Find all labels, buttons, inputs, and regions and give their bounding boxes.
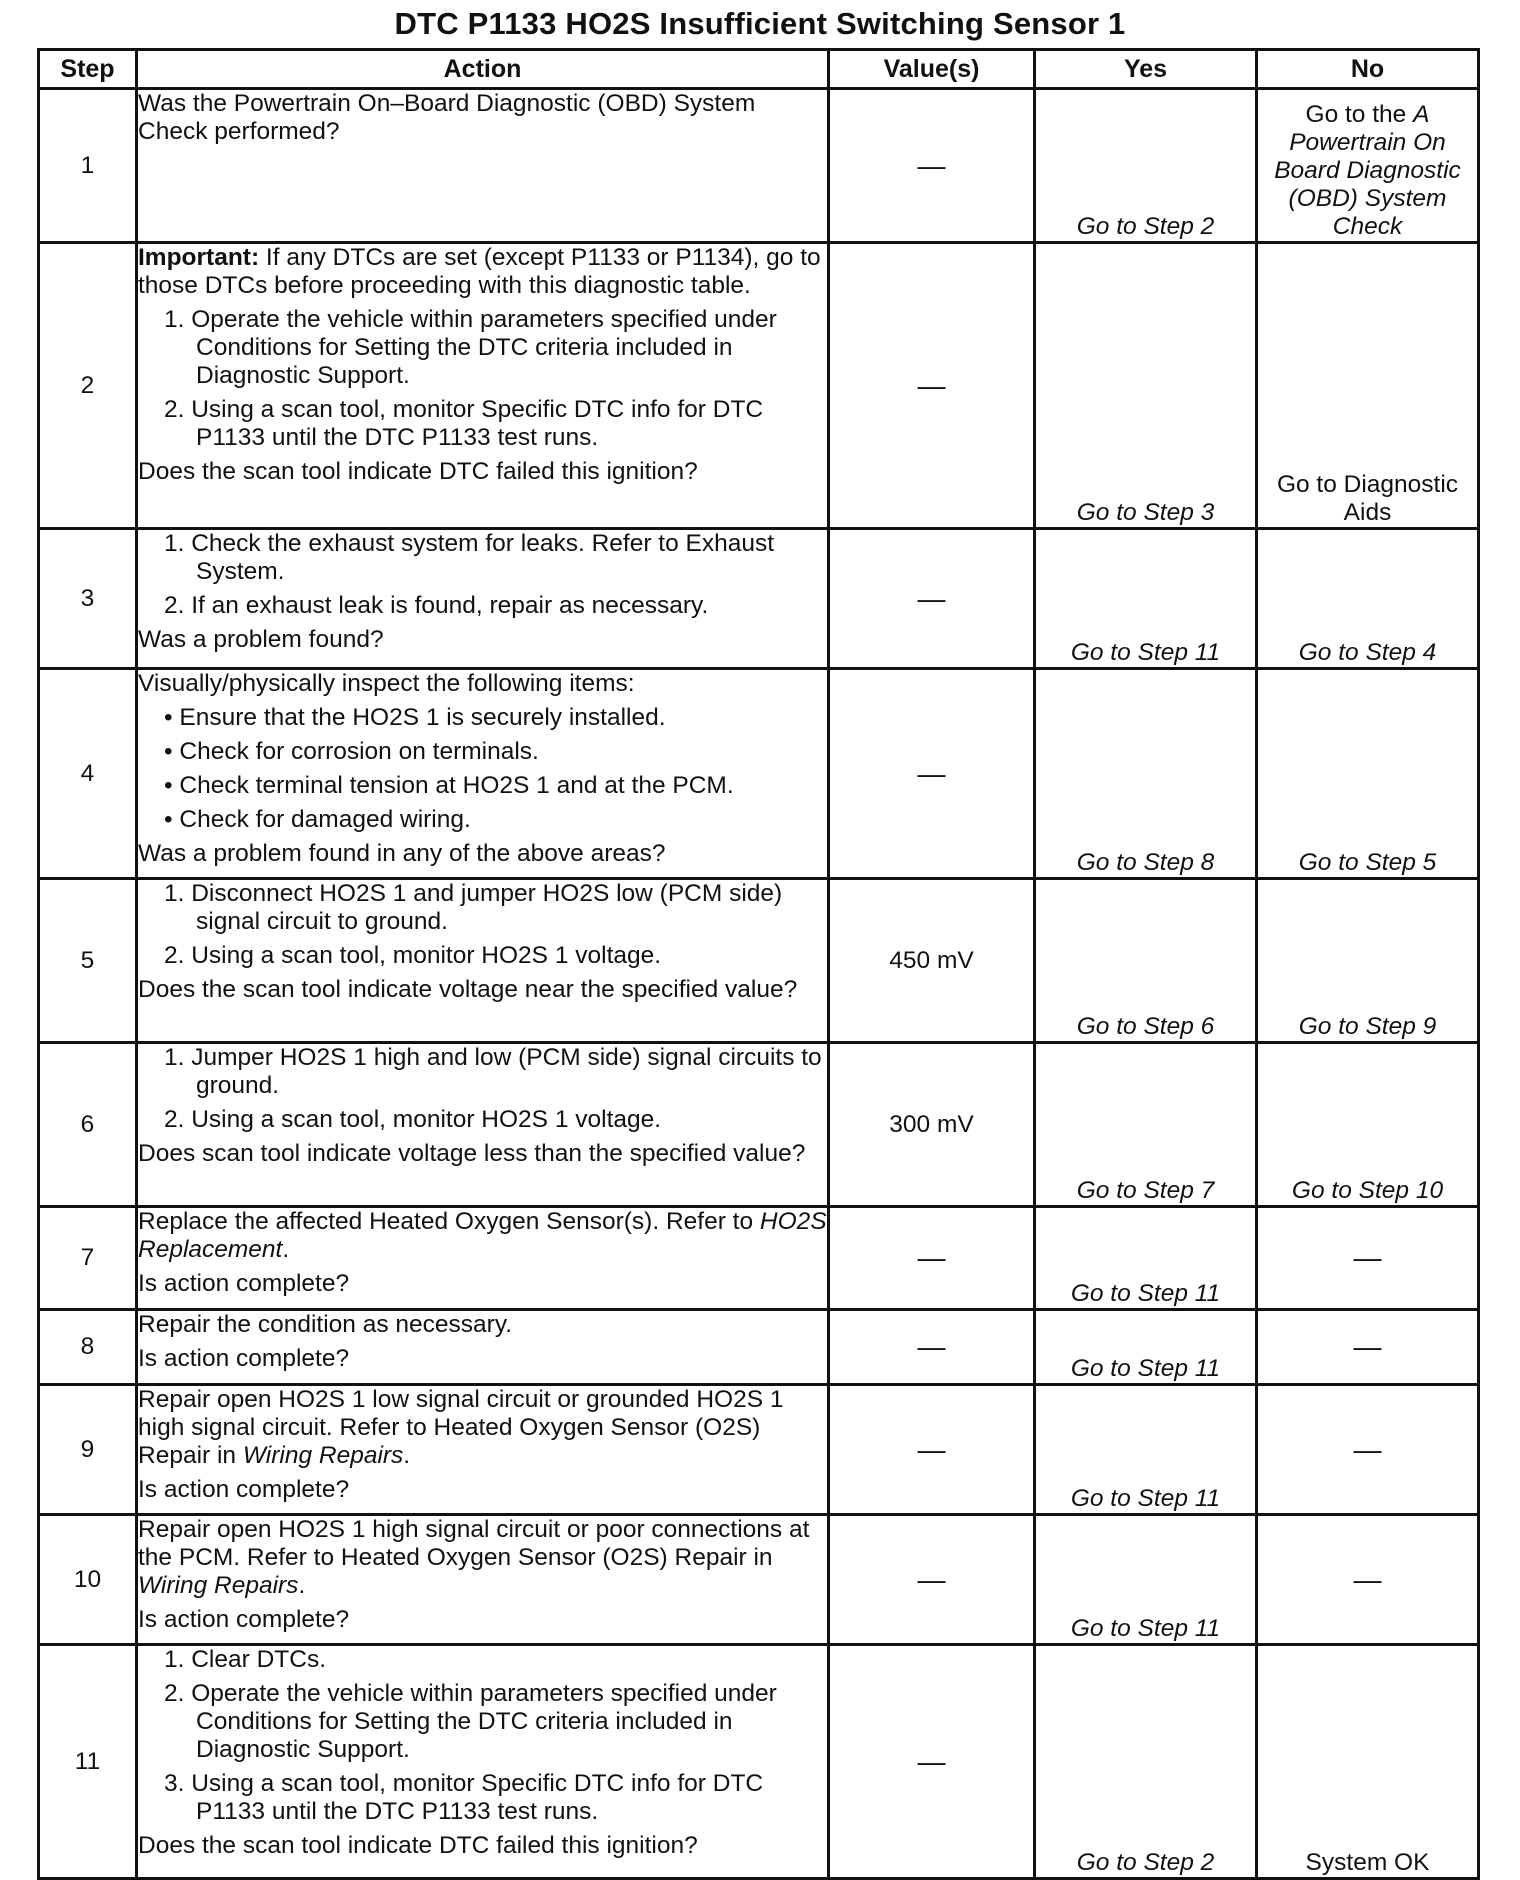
action-reference: HO2S Replacement	[138, 1208, 827, 1263]
no-cell: Go to Step 10	[1257, 1043, 1479, 1207]
header-yes: Yes	[1035, 50, 1257, 89]
step-number: 8	[39, 1310, 137, 1385]
action-text-part: .	[282, 1236, 290, 1263]
action-bullet: • Check for damaged wiring.	[164, 806, 471, 833]
no-cell: —	[1257, 1515, 1479, 1645]
action-question: Was a problem found?	[138, 626, 384, 653]
value-cell: —	[829, 1645, 1035, 1879]
step-number: 9	[39, 1385, 137, 1515]
action-question: Does the scan tool indicate DTC failed this ignition?	[138, 1832, 698, 1859]
value-cell: —	[829, 529, 1035, 669]
value-cell: —	[829, 1385, 1035, 1515]
value-cell: 450 mV	[829, 879, 1035, 1043]
no-cell: Go to Step 4	[1257, 529, 1479, 669]
no-cell: —	[1257, 1385, 1479, 1515]
header-step: Step	[39, 50, 137, 89]
action-text-part: Repair open HO2S 1 low signal circuit or grounded HO2S 1 high signal circuit. Refer to Heated Oxygen Sensor (O2S) Repair in	[138, 1386, 784, 1469]
action-item: 2. Using a scan tool, monitor Specific DTC info for DTC P1133 until the DTC P1133 test runs.	[164, 396, 764, 451]
table-row	[39, 879, 1479, 1043]
action-cell	[137, 1310, 829, 1385]
table-row	[39, 669, 1479, 879]
action-item: 2. If an exhaust leak is found, repair as necessary.	[164, 592, 709, 619]
no-cell: —	[1257, 1310, 1479, 1385]
value-cell: —	[829, 669, 1035, 879]
action-question: Is action complete?	[138, 1270, 350, 1297]
action-item: 1. Disconnect HO2S 1 and jumper HO2S low (PCM side) signal circuit to ground.	[164, 880, 783, 935]
value-cell: —	[829, 1515, 1035, 1645]
header-values: Value(s)	[829, 50, 1035, 89]
action-text-part: .	[403, 1442, 411, 1469]
action-cell	[137, 529, 829, 669]
action-text-part: Replace the affected Heated Oxygen Sensor(s). Refer to	[138, 1208, 760, 1235]
value-cell: 300 mV	[829, 1043, 1035, 1207]
action-cell	[137, 1645, 829, 1879]
action-cell	[137, 879, 829, 1043]
table-row	[39, 1385, 1479, 1515]
header-no: No	[1257, 50, 1479, 89]
no-italic-text: A Powertrain On Board Diagnostic (OBD) System Check	[1274, 101, 1461, 240]
yes-cell: Go to Step 11	[1035, 529, 1257, 669]
step-number: 3	[39, 529, 137, 669]
table-row	[39, 1310, 1479, 1385]
important-text: If any DTCs are set (except P1133 or P1134), go to those DTCs before proceeding with this diagnostic table.	[138, 244, 821, 299]
header-row	[39, 50, 1479, 89]
action-text: Was the Powertrain On–Board Diagnostic (OBD) System Check performed?	[138, 90, 756, 145]
value-cell: —	[829, 1310, 1035, 1385]
no-cell: Go to Step 9	[1257, 879, 1479, 1043]
table-row	[39, 1207, 1479, 1310]
no-cell: Go to Step 5	[1257, 669, 1479, 879]
step-number: 6	[39, 1043, 137, 1207]
action-item: 1. Clear DTCs.	[164, 1646, 327, 1673]
action-bullet: • Check terminal tension at HO2S 1 and at the PCM.	[164, 772, 734, 799]
step-number: 5	[39, 879, 137, 1043]
table-row	[39, 529, 1479, 669]
action-text-part: Repair open HO2S 1 high signal circuit or poor connections at the PCM. Refer to Heated Oxygen Sensor (O2S) Repair in	[138, 1516, 810, 1571]
yes-cell: Go to Step 3	[1035, 243, 1257, 529]
no-cell: Go to Diagnostic Aids	[1257, 243, 1479, 529]
no-cell: —	[1257, 1207, 1479, 1310]
action-question: Is action complete?	[138, 1606, 350, 1633]
action-bullet: • Ensure that the HO2S 1 is securely installed.	[164, 704, 666, 731]
step-number: 11	[39, 1645, 137, 1879]
important-note	[138, 244, 827, 300]
value-cell: —	[829, 243, 1035, 529]
value-cell: —	[829, 89, 1035, 243]
action-bullet: • Check for corrosion on terminals.	[164, 738, 539, 765]
action-item: 1. Operate the vehicle within parameters specified under Conditions for Setting the DTC criteria included in Diagnostic Support.	[164, 306, 777, 389]
action-cell	[137, 669, 829, 879]
table-row	[39, 1515, 1479, 1645]
action-cell	[137, 1043, 829, 1207]
step-number: 10	[39, 1515, 137, 1645]
yes-cell: Go to Step 11	[1035, 1207, 1257, 1310]
action-question: Does the scan tool indicate DTC failed this ignition?	[138, 458, 698, 485]
table-row	[39, 1645, 1479, 1879]
diagnostic-table	[37, 48, 1480, 1880]
no-cell	[1257, 89, 1479, 243]
action-cell	[137, 1385, 829, 1515]
yes-cell: Go to Step 6	[1035, 879, 1257, 1043]
action-question: Does the scan tool indicate voltage near the specified value?	[138, 976, 798, 1003]
header-action: Action	[137, 50, 829, 89]
action-item: 2. Using a scan tool, monitor HO2S 1 voltage.	[164, 1106, 662, 1133]
action-question: Is action complete?	[138, 1476, 350, 1503]
page-title: DTC P1133 HO2S Insufficient Switching Sensor 1	[394, 6, 1126, 41]
yes-cell: Go to Step 2	[1035, 89, 1257, 243]
yes-cell: Go to Step 7	[1035, 1043, 1257, 1207]
action-question: Does scan tool indicate voltage less than the specified value?	[138, 1140, 806, 1167]
action-question: Was a problem found in any of the above areas?	[138, 840, 666, 867]
action-text	[138, 1208, 827, 1264]
yes-cell: Go to Step 11	[1035, 1385, 1257, 1515]
table-row	[39, 243, 1479, 529]
no-cell: System OK	[1257, 1645, 1479, 1879]
yes-cell: Go to Step 8	[1035, 669, 1257, 879]
table-row	[39, 89, 1479, 243]
action-reference: Wiring Repairs	[138, 1572, 299, 1599]
action-question: Is action complete?	[138, 1345, 350, 1372]
action-item: 2. Using a scan tool, monitor HO2S 1 voltage.	[164, 942, 662, 969]
action-item: 1. Jumper HO2S 1 high and low (PCM side) signal circuits to ground.	[164, 1044, 822, 1099]
yes-cell: Go to Step 11	[1035, 1515, 1257, 1645]
step-number: 4	[39, 669, 137, 879]
action-text-part: .	[298, 1572, 306, 1599]
important-label: Important:	[138, 244, 260, 271]
no-text: Go to the	[1305, 101, 1414, 128]
step-number: 7	[39, 1207, 137, 1310]
action-cell	[137, 243, 829, 529]
yes-cell: Go to Step 2	[1035, 1645, 1257, 1879]
action-cell	[137, 1207, 829, 1310]
action-item: 2. Operate the vehicle within parameters specified under Conditions for Setting the DTC criteria included in Diagnostic Support.	[164, 1680, 777, 1763]
action-item: 3. Using a scan tool, monitor Specific DTC info for DTC P1133 until the DTC P1133 test runs.	[164, 1770, 764, 1825]
step-number: 2	[39, 243, 137, 529]
table-row	[39, 1043, 1479, 1207]
action-text	[138, 1516, 827, 1600]
action-cell	[137, 1515, 829, 1645]
action-reference: Wiring Repairs	[242, 1442, 404, 1469]
action-text: Visually/physically inspect the following items:	[138, 670, 635, 697]
value-cell: —	[829, 1207, 1035, 1310]
action-item: 1. Check the exhaust system for leaks. Refer to Exhaust System.	[164, 530, 775, 585]
action-cell	[137, 89, 829, 243]
action-text: Repair the condition as necessary.	[138, 1311, 513, 1338]
action-text	[138, 1386, 827, 1470]
yes-cell: Go to Step 11	[1035, 1310, 1257, 1385]
step-number: 1	[39, 89, 137, 243]
